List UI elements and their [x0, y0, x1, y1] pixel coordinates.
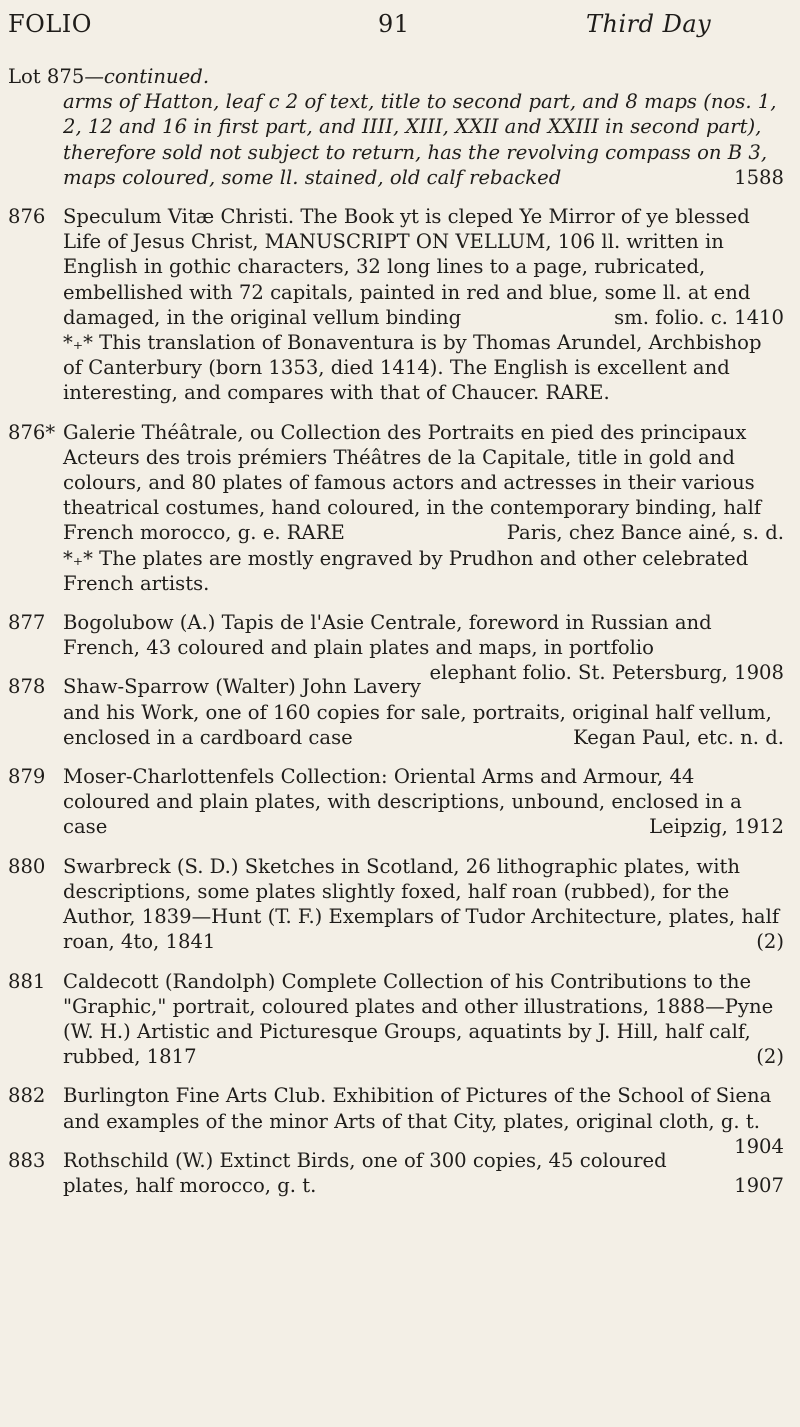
lot-description: [63, 969, 784, 1070]
lot-text: Moser-Charlottenfels Collection: Oriental Arms and Armour, 44 coloured and plain plates, with descriptions, unbound, enclosed in a case: [63, 765, 742, 839]
lot-date: 1588: [734, 165, 784, 189]
lot-text: Bogolubow (A.) Tapis de l'Asie Centrale, foreword in Russian and French, 43 coloured and plain plates and maps, in portfolio: [63, 611, 712, 660]
lot-note: *₊* The plates are mostly engraved by Prudhon and other celebrated French artists.: [63, 546, 749, 595]
lot-description: [63, 854, 784, 955]
lot-entry: [0, 1083, 800, 1158]
lot-text: Speculum Vitæ Christi. The Book yt is cleped Ye Mirror of ye blessed Life of Jesus Christ, MANUSCRIPT ON VELLUM, 106 ll. written in English in gothic characters, 32 long lines to a page, rubricated, embellished with 72 capitals, painted in red and blue, some ll. at end damaged, in the original vellum binding: [63, 205, 751, 329]
lot-number: 876: [8, 205, 46, 229]
lot-text: Burlington Fine Arts Club. Exhibition of Pictures of the School of Siena and examples of the minor Arts of that City, plates, original cloth, g. t.: [63, 1084, 772, 1133]
header-sale-day: Third Day: [586, 10, 712, 38]
lot-entry: [0, 674, 800, 750]
lot-description: [63, 674, 784, 750]
lot-description: [63, 1148, 784, 1198]
lot-entry: [0, 204, 800, 406]
lot-heading: [8, 64, 784, 89]
lot-entry: [0, 764, 800, 840]
lot-entry: [0, 64, 800, 190]
lot-date: 1907: [734, 1173, 784, 1197]
lot-description: [63, 764, 784, 840]
lot-number: 879: [8, 765, 46, 789]
lot-number: 880: [8, 854, 46, 878]
lot-note: *₊* This translation of Bonaventura is by Thomas Arundel, Archbishop of Canterbury (born 1353, died 1414). The English is excellent and interesting, and compares with that of Chaucer. RARE.: [63, 331, 762, 405]
page-number: 91: [378, 10, 410, 38]
lot-date: Kegan Paul, etc. n. d.: [573, 725, 784, 749]
header-format: FOLIO: [8, 10, 92, 38]
lot-description: [63, 1083, 784, 1158]
lot-text: Galerie Théâtrale, ou Collection des Portraits en pied des principaux Acteurs des trois prémiers Théâtres de la Capitale, title in gold and colours, and 80 plates of famous actors and actresses in their various theatrical costumes, hand coloured, in the contemporary binding, half French morocco, g. e. RARE: [63, 420, 762, 545]
lot-entry: [0, 1148, 800, 1198]
lot-entry: [0, 420, 800, 596]
lot-entry: [0, 854, 800, 955]
lot-date: Paris, chez Bance ainé, s. d.: [506, 521, 784, 545]
lot-list: [0, 64, 800, 1212]
lot-description: [63, 89, 784, 190]
lot-number: 878: [8, 675, 46, 699]
lot-number: Lot 875: [8, 65, 85, 88]
lot-description: [63, 420, 784, 546]
lot-text: Caldecott (Randolph) Complete Collection of his Contributions to the "Graphic," portrait, coloured plates and other illustrations, 1888—Pyne (W. H.) Artistic and Picturesque Groups, aquatints by J. Hill, half calf, rubbed, 1817: [63, 969, 774, 1069]
lot-date: Leipzig, 1912: [649, 815, 784, 839]
lot-continued: —continued.: [84, 65, 210, 88]
lot-text: arms of Hatton, leaf c 2 of text, title to second part, and 8 maps (nos. 1, 2, 12 and 16 in first part, and IIII, XIII, XXII and XXIII in second part), therefore sold not subject to return, has the revolving compass on B 3, maps coloured, some ll. stained, old calf rebacked: [63, 90, 777, 189]
lot-date: elephant folio. St. Petersburg, 1908: [429, 661, 784, 685]
page-header: [0, 8, 800, 48]
lot-text: Shaw-Sparrow (Walter) John Lavery and his Work, one of 160 copies for sale, portraits, original half vellum, enclosed in a cardboard case: [63, 675, 772, 749]
lot-date: 1904: [734, 1134, 784, 1158]
lot-quantity: (2): [756, 930, 784, 954]
lot-number: 881: [8, 969, 46, 993]
lot-text: Rothschild (W.) Extinct Birds, one of 300 copies, 45 coloured plates, half morocco, g. t.: [63, 1148, 667, 1197]
lot-number: 876*: [8, 420, 56, 444]
lot-text: Swarbreck (S. D.) Sketches in Scotland, 26 lithographic plates, with descriptions, some plates slightly foxed, half roan (rubbed), for the Author, 1839—Hunt (T. F.) Exemplars of Tudor Architecture, plates, half roan, 4to, 1841: [63, 854, 780, 954]
lot-quantity: (2): [756, 1045, 784, 1069]
lot-entry: [0, 610, 800, 685]
lot-description: [63, 204, 784, 330]
lot-date: sm. folio. c. 1410: [614, 305, 784, 329]
lot-entry: [0, 969, 800, 1070]
lot-number: 882: [8, 1084, 46, 1108]
lot-number: 883: [8, 1148, 46, 1172]
lot-number: 877: [8, 611, 46, 635]
lot-description: [63, 610, 784, 685]
